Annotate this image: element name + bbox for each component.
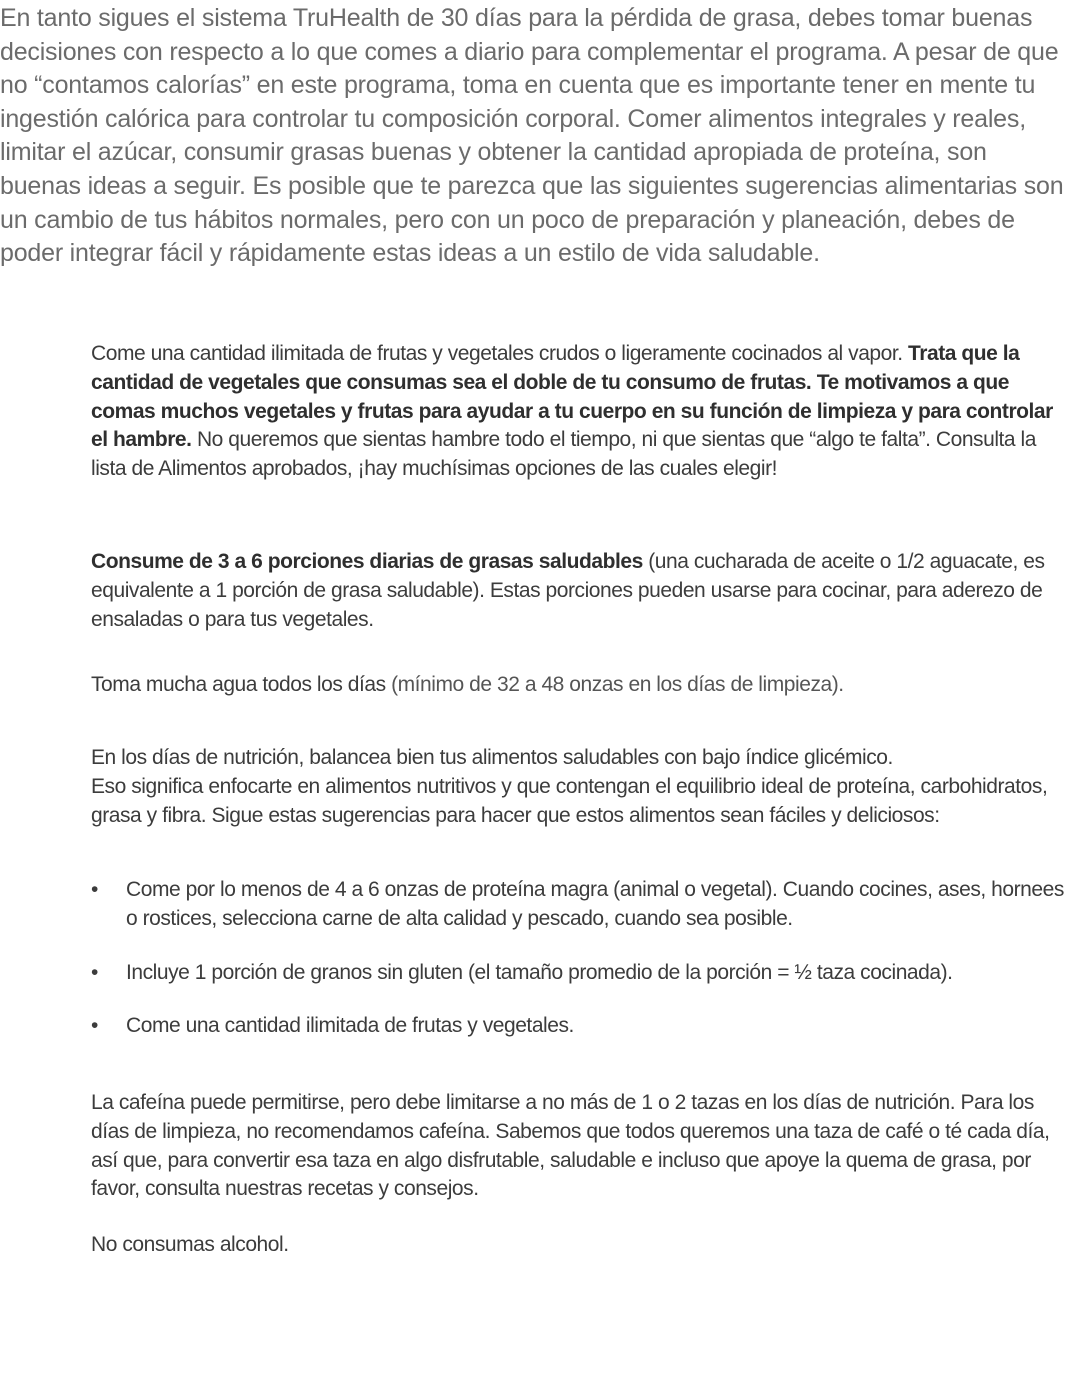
food-suggestions-list bbox=[91, 876, 1076, 1066]
fats-paragraph bbox=[91, 548, 1071, 634]
list-item bbox=[91, 1012, 1076, 1041]
nutrition-days-paragraph bbox=[91, 744, 1071, 830]
intro-paragraph: En tanto sigues el sistema TruHealth de 30 días para la pérdida de grasa, debes tomar buenas decisiones con respecto a lo que comes a diario para complementar el programa. A pesar de que no “contamos calorías” en este programa, toma en cuenta que es importante tener en mente tu ingestión calórica para controlar tu composición corporal. Comer alimentos integrales y reales, limitar el azúcar, consumir grasas buenas y obtener la cantidad apropiada de proteína, son buenas ideas a seguir. Es posible que te parezca que las siguientes sugerencias alimentarias son un cambio de tus hábitos normales, pero con un poco de preparación y planeación, debes de poder integrar fácil y rápidamente estas ideas a un estilo de vida saludable. bbox=[0, 4, 1064, 268]
bullet-icon: • bbox=[91, 960, 98, 984]
vegetables-lead: Come una cantidad ilimitada de frutas y vegetales crudos o ligeramente cocinados al vapor. bbox=[91, 342, 903, 365]
bullet-icon: • bbox=[91, 878, 98, 901]
vegetables-rest: No queremos que sientas hambre todo el tiempo, ni que sientas que “algo te falta”. Consulta la lista de Alimentos aprobados, ¡hay muchísimas opciones de las cuales elegir! bbox=[91, 428, 1036, 481]
bullet-icon: • bbox=[91, 1014, 98, 1038]
list-item bbox=[91, 876, 1076, 934]
caffeine-paragraph: La cafeína puede permitirse, pero debe limitarse a no más de 1 o 2 tazas en los días de nutrición. Para los días de limpieza, no recomendamos cafeína. Sabemos que todos queremos una taza de café o té cada día, así que, para convertir esa taza en algo disfrutable, saludable e incluso que apoye la quema de grasa, por favor, consulta nuestras recetas y consejos. bbox=[91, 1091, 1050, 1201]
alcohol-paragraph: No consumas alcohol. bbox=[91, 1233, 289, 1256]
list-item-text: Incluye 1 porción de granos sin gluten (el tamaño promedio de la porción = ½ taza cocinada). bbox=[126, 960, 953, 984]
fats-emphasis: Consume de 3 a 6 porciones diarias de grasas saludables bbox=[91, 550, 643, 573]
vegetables-paragraph bbox=[91, 340, 1071, 484]
water-main: Toma mucha agua todos los días bbox=[91, 673, 386, 696]
nutrition-days-rest: Eso significa enfocarte en alimentos nutritivos y que contengan el equilibrio ideal de proteína, carbohidratos, grasa y fibra. Sigue estas sugerencias para hacer que estos alimentos sean fáciles y deliciosos: bbox=[91, 774, 1048, 827]
list-item-text: Come una cantidad ilimitada de frutas y vegetales. bbox=[126, 1014, 574, 1038]
nutrition-days-line1: En los días de nutrición, balancea bien tus alimentos saludables con bajo índice glicémico. bbox=[91, 746, 893, 769]
fats-rest: (una cucharada de aceite o 1/2 aguacate, es equivalente a 1 porción de grasa saludable). Estas porciones pueden usarse para cocinar, para aderezo de ensaladas o para tus vegetales. bbox=[91, 550, 1045, 631]
vegetables-emphasis: Trata que la cantidad de vegetales que consumas sea el doble de tu consumo de frutas. Te motivamos a que comas muchos vegetales y frutas para ayudar a tu cuerpo en su función de limpieza y para controlar el hambre. bbox=[91, 342, 1053, 452]
list-item-text: Come por lo menos de 4 a 6 onzas de proteína magra (animal o vegetal). Cuando cocines, ases, hornees o rostices, selecciona carne de alta calidad y pescado, cuando sea posible. bbox=[126, 878, 1064, 930]
list-item bbox=[91, 959, 1076, 988]
water-detail: (mínimo de 32 a 48 onzas en los días de limpieza). bbox=[391, 673, 844, 696]
water-paragraph bbox=[91, 671, 1071, 700]
